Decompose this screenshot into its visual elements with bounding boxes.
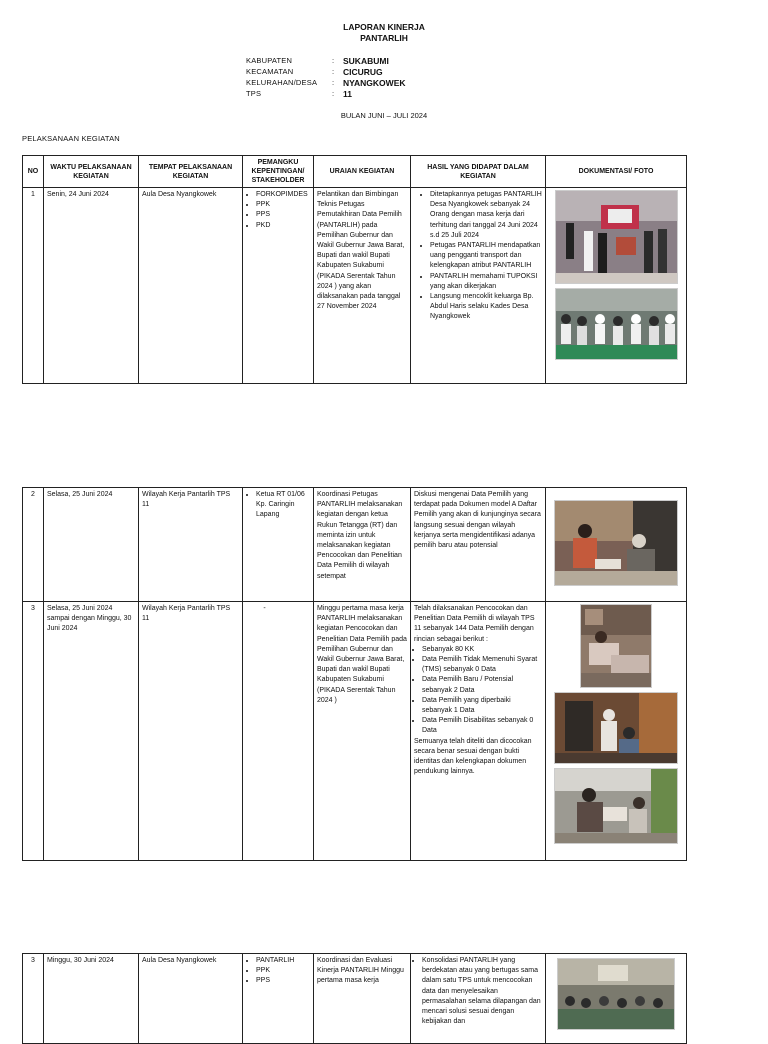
photo-ceremony-stage <box>555 190 678 284</box>
result-list <box>414 645 542 737</box>
meta-colon: : <box>332 67 335 76</box>
list-item: • Petugas PANTARLIH mendapatkan uang pengganti transport dan kelengkapan atribut PANTARLIH <box>430 241 542 272</box>
cell-no: 1 <box>23 188 44 384</box>
list-item: • Data Pemilih Disabilitas sebanyak 0 Data <box>422 716 542 736</box>
cell-hasil: Diskusi mengenai Data Pemilih yang terdapat pada Dokumen model A Daftar Pemilih yang akan di kunjunginya secara langsung sesuai dengan wilayah kerjanya serta mengidentifikasi adanya pemilih baru atau potensial <box>411 488 546 602</box>
list-item: • PKD <box>256 221 310 231</box>
meta-key: KELURAHAN/DESA <box>246 78 318 87</box>
table-header-row <box>23 156 687 188</box>
meta-key: TPS <box>246 89 262 98</box>
report-title-line1: LAPORAN KINERJA <box>343 22 425 32</box>
photo-meeting-hall <box>557 958 675 1030</box>
meta-value: CICURUG <box>343 66 383 77</box>
activity-table-3 <box>22 953 687 1044</box>
header-uraian: URAIAN KEGIATAN <box>314 156 411 188</box>
cell-uraian: Koordinasi dan Evaluasi Kinerja PANTARLIH Minggu pertama masa kerja <box>314 954 411 1044</box>
cell-hasil <box>411 188 546 384</box>
meta-colon: : <box>332 56 335 65</box>
cell-waktu: Senin, 24 Juni 2024 <box>44 188 139 384</box>
cell-no: 2 <box>23 488 44 602</box>
photo-visit-doorway <box>554 692 678 764</box>
stakeholder-list <box>246 490 310 521</box>
report-period: BULAN JUNI – JULI 2024 <box>340 111 428 120</box>
stakeholder-list <box>246 190 310 231</box>
list-item: • Langsung mencoklit keluarga Bp. Abdul Haris selaku Kades Desa Nyangkowek <box>430 292 542 323</box>
list-item: • Data Pemilih Baru / Potensial sebanyak 2 Data <box>422 675 542 695</box>
cell-uraian: Minggu pertama masa kerja PANTARLIH melaksanakan kegiatan Pencocokan dan Penelitian Data Pemilih pada Pemilihan Gubernur dan Wakil Gubernur Jawa Barat, Bupati dan wakil Bupati Kabupaten Sukabumi (PIKADA Serentak Tahun 2024 ) <box>314 602 411 861</box>
stakeholder-list <box>246 956 310 987</box>
cell-tempat: Wilayah Kerja Pantarlih TPS 11 <box>139 488 243 602</box>
list-item: • Data Pemilih Tidak Memenuhi Syarat (TMS) sebanyak 0 Data <box>422 655 542 675</box>
result-list <box>414 956 542 1027</box>
header-no: NO <box>23 156 44 188</box>
meta-value: 11 <box>343 88 352 99</box>
activity-table-1 <box>22 155 687 384</box>
report-title-line2: PANTARLIH <box>360 33 408 43</box>
cell-waktu: Minggu, 30 Juni 2024 <box>44 954 139 1044</box>
meta-row-kecamatan <box>246 66 406 77</box>
list-item: • PANTARLIH <box>256 956 310 966</box>
cell-pemangku <box>243 188 314 384</box>
meta-value: NYANGKOWEK <box>343 77 406 88</box>
header-hasil: HASIL YANG DIDAPAT DALAM KEGIATAN <box>411 156 546 188</box>
meta-value: SUKABUMI <box>343 55 389 66</box>
report-meta <box>246 55 406 99</box>
section-heading: PELAKSANAAN KEGIATAN <box>22 134 120 143</box>
list-item: • PANTARLIH memahami TUPOKSI yang akan dikerjakan <box>430 272 542 292</box>
cell-no: 3 <box>23 602 44 861</box>
cell-dokumentasi <box>546 488 687 602</box>
photo-visit-outdoor <box>554 768 678 844</box>
cell-dokumentasi <box>546 954 687 1044</box>
meta-row-tps <box>246 88 406 99</box>
cell-tempat: Aula Desa Nyangkowek <box>139 954 243 1044</box>
meta-row-kabupaten <box>246 55 406 66</box>
cell-pemangku <box>243 488 314 602</box>
result-intro: Telah dilaksanakan Pencocokan dan Penelitian Data Pemilih di wilayah TPS 11 sebanyak 144 Data Pemilih dengan rincian sebagai berikut : <box>414 605 535 643</box>
cell-dokumentasi <box>546 188 687 384</box>
list-item: • Data Pemilih yang diperbaiki sebanyak 1 Data <box>422 696 542 716</box>
meta-colon: : <box>332 89 335 98</box>
cell-hasil <box>411 602 546 861</box>
report-title <box>0 22 768 44</box>
cell-pemangku: - <box>243 602 314 861</box>
list-item: • PPS <box>256 976 310 986</box>
list-item: • PPS <box>256 210 310 220</box>
header-tempat: TEMPAT PELAKSANAAN KEGIATAN <box>139 156 243 188</box>
table-row <box>23 954 687 1044</box>
meta-colon: : <box>332 78 335 87</box>
result-outro: Semuanya telah diteliti dan dicocokan secara benar sesuai dengan bukti identitas dan kelengkapan dokumen pendukung lainnya. <box>414 737 532 776</box>
cell-waktu: Selasa, 25 Juni 2024 sampai dengan Minggu, 30 Juni 2024 <box>44 602 139 861</box>
photo-audience-crowd <box>555 288 678 360</box>
table-row <box>23 188 687 384</box>
table-row <box>23 602 687 861</box>
photo-visit-seated <box>580 604 652 688</box>
result-list <box>414 190 542 323</box>
cell-tempat: Aula Desa Nyangkowek <box>139 188 243 384</box>
cell-waktu: Selasa, 25 Juni 2024 <box>44 488 139 602</box>
list-item: • PPK <box>256 966 310 976</box>
list-item: • Ditetapkannya petugas PANTARLIH Desa Nyangkowek sebanyak 24 Orang dengan masa kerja dari terhitung dari tanggal 24 Juni 2024 s.d 25 Juli 2024 <box>430 190 542 241</box>
meta-key: KECAMATAN <box>246 67 294 76</box>
header-waktu: WAKTU PELAKSANAAN KEGIATAN <box>44 156 139 188</box>
table-row <box>23 488 687 602</box>
meta-row-desa <box>246 77 406 88</box>
activity-table-2 <box>22 487 687 861</box>
list-item: • FORKOPIMDES <box>256 190 310 200</box>
list-item: • Konsolidasi PANTARLIH yang berdekatan atau yang bertugas sama dalam satu TPS untuk mencocokan data dan menyelesaikan permasalahan selama dilapangan dan mencari solusi sesuai dengan kebijakan dan <box>422 956 542 1027</box>
cell-hasil <box>411 954 546 1044</box>
header-pemangku: PEMANGKU KEPENTINGAN/ STAKEHOLDER <box>243 156 314 188</box>
cell-dokumentasi <box>546 602 687 861</box>
list-item: • Sebanyak 80 KK <box>422 645 542 655</box>
list-item: • Ketua RT 01/06 Kp. Caringin Lapang <box>256 490 310 521</box>
meta-key: KABUPATEN <box>246 56 293 65</box>
photo-home-visit <box>554 500 678 586</box>
cell-tempat: Wilayah Kerja Pantarlih TPS 11 <box>139 602 243 861</box>
cell-pemangku <box>243 954 314 1044</box>
cell-uraian: Koordinasi Petugas PANTARLIH melaksanakan kegiatan dengan ketua Rukun Tetangga (RT) dan meminta izin untuk melaksanakan kegiatan Pencocokan dan Penelitian Data Pemilih di wilayah setempat <box>314 488 411 602</box>
cell-uraian: Pelantikan dan Bimbingan Teknis Petugas Pemutakhiran Data Pemilih (PANTARLIH) pada Pemilihan Gubernur dan Wakil Gubernur Jawa Barat, Bupati dan wakil Bupati Kabupaten Sukabumi (PIKADA Serentak Tahun 2024 ) yang akan dilaksanakan pada tanggal 27 November 2024 <box>314 188 411 384</box>
cell-no: 3 <box>23 954 44 1044</box>
header-dokumentasi: DOKUMENTASI/ FOTO <box>546 156 687 188</box>
list-item: • PPK <box>256 200 310 210</box>
